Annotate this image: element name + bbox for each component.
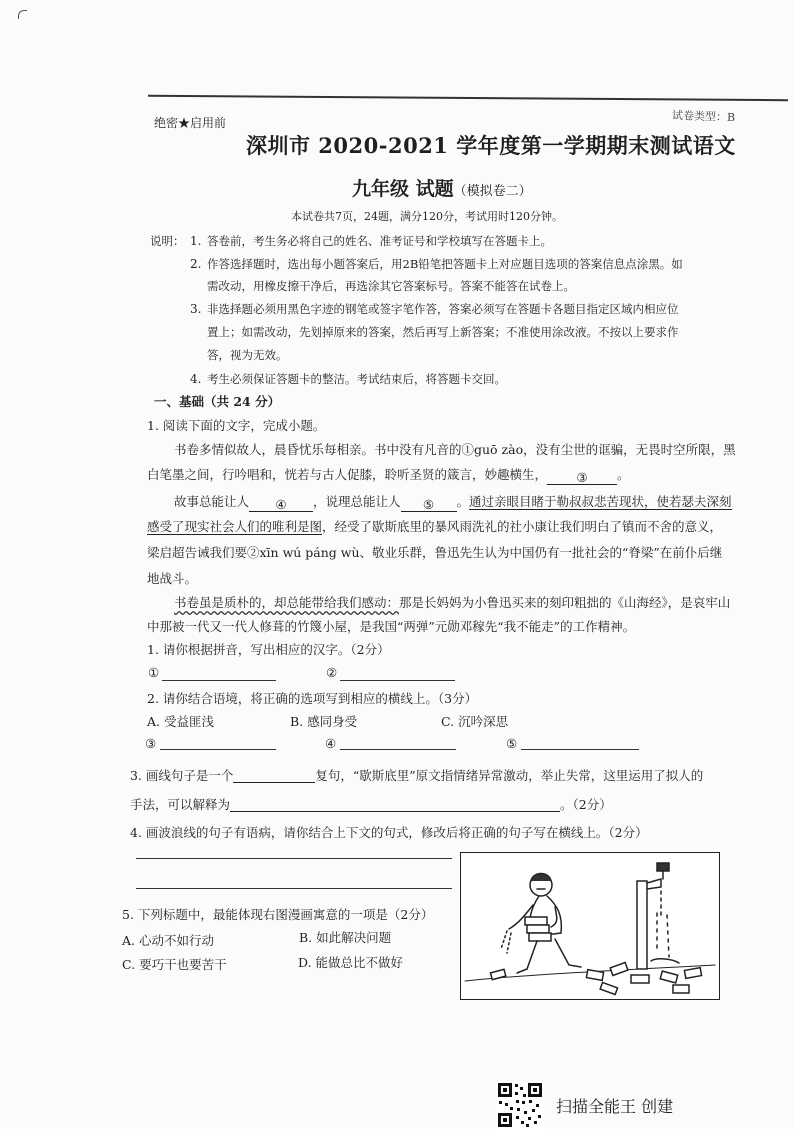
passage-p1-line-1: 书卷多情似故人，晨昏忧乐每相亲。书中没有凡音的①guō zào，没有尘世的诓骗，无畏时空所限，黑 <box>174 442 736 457</box>
subq-1: 1. 请你根据拼音，写出相应的汉字。（2分） <box>147 642 390 657</box>
passage-p3-line-1 <box>174 593 730 611</box>
p2-text-c: 。 <box>456 494 470 509</box>
note-2-line-2: 需改动，用橡皮擦干净后，再选涂其它答案标号。答案不能答在试卷上。 <box>207 279 575 293</box>
subq-3-text-a: 3. 画线句子是一个 <box>130 768 234 783</box>
subq-4-answer-line-1[interactable] <box>136 858 452 859</box>
page-subtitle <box>352 174 532 201</box>
cartoon-illustration <box>460 852 720 1000</box>
scanner-brand: 扫描全能王 创建 <box>556 1097 674 1116</box>
underlined-sentence-b: 感受了现实社会人们的唯利是图 <box>147 519 323 534</box>
header-rule <box>148 95 788 101</box>
subq-2-option-c: C. 沉吟深思 <box>441 714 509 729</box>
subq-2: 2. 请你结合语境，将正确的选项写到相应的横线上。（3分） <box>147 691 478 706</box>
blank-4[interactable] <box>249 497 313 512</box>
subtitle-main: 九年级 试题 <box>352 178 454 200</box>
notes-label: 说明： <box>150 234 185 248</box>
subq-2-answer-line-4[interactable] <box>340 749 456 750</box>
subq-2-option-b: B. 感同身受 <box>290 714 358 729</box>
subq-3-text-b: 复句，“歇斯底里”原文指情绪异常激动，举止失常，这里运用了拟人的 <box>315 768 704 783</box>
subq-3-text-d: 。（2分） <box>560 797 612 812</box>
subq-1-answer-line-2[interactable] <box>340 680 455 681</box>
p1-text: 白笔墨之间，行吟唱和，恍若与古人促膝，聆听圣贤的箴言，妙趣横生， <box>147 467 548 482</box>
section-heading: 一、基础（共 24 分） <box>154 394 281 409</box>
subq-2-label-4: ④ <box>325 736 337 751</box>
subq-1-label-2: ② <box>326 665 338 680</box>
subq-1-answer-line-1[interactable] <box>162 680 276 681</box>
note-3-line-3: 答，视为无效。 <box>207 348 288 362</box>
subq-1-label-1: ① <box>148 665 160 680</box>
p2-text-b: ，说理总能让人 <box>313 494 401 509</box>
passage-p3-line-2: 中那被一代又一代人修葺的竹篾小屋，是我国“两弹”元勋邓稼先“我不能走”的工作精神。 <box>147 619 636 634</box>
question-1-intro: 1. 阅读下面的文字，完成小题。 <box>147 418 326 433</box>
note-4-line-1: 考生必须保证答题卡的整洁。考试结束后，将答题卡交回。 <box>207 372 506 386</box>
blank-4-label: ④ <box>275 497 287 512</box>
subtitle-paren: （模拟卷二） <box>453 184 532 199</box>
p2-line-2-rest: ，经受了歇斯底里的暴风雨洗礼的社小康让我们明白了镇而不舍的意义， <box>322 519 723 534</box>
paper-type: 试卷类型：B <box>671 108 736 125</box>
note-2-num: 2. <box>190 257 202 271</box>
subq-2-option-a: A. 受益匪浅 <box>147 714 214 729</box>
blank-5-label: ⑤ <box>422 497 435 512</box>
subq-5: 5. 下列标题中，最能体现右图漫画寓意的一项是（2分） <box>122 907 434 922</box>
subq-5-option-a: A. 心动不如行动 <box>122 933 214 948</box>
note-3-num: 3. <box>190 302 202 316</box>
subq-5-option-b: B. 如此解决问题 <box>299 930 392 945</box>
passage-p2-line-4: 地战斗。 <box>147 571 198 586</box>
blank-3[interactable] <box>547 470 617 485</box>
subq-5-option-d: D. 能做总比不做好 <box>298 955 404 970</box>
passage-p2-line-1 <box>174 492 732 512</box>
note-4-num: 4. <box>190 372 202 386</box>
secret-label: 绝密★启用前 <box>154 116 227 130</box>
note-3-line-1: 非选择题必须用黑色字迹的钢笔或签字笔作答，答案必须写在答题卡各题目指定区域内相应位 <box>207 302 679 316</box>
page-title: 深圳市 2020-2021 学年度第一学期期末测试语文 <box>246 133 736 158</box>
blank-3-label: ③ <box>576 470 588 485</box>
p1-end: 。 <box>617 467 630 482</box>
subq-3-line-2 <box>130 795 612 813</box>
note-1-num: 1. <box>190 234 202 248</box>
subq-3-text-c: 手法，可以解释为 <box>130 797 231 812</box>
note-2-line-1: 作答选择题时，选出每小题答案后，用2B铅笔把答题卡上对应题目选项的答案信息点涂黑。如 <box>207 257 683 271</box>
subq-5-option-c: C. 要巧干也要苦干 <box>122 957 227 972</box>
subq-2-answer-line-5[interactable] <box>521 749 639 750</box>
subq-2-answer-line-3[interactable] <box>160 749 276 750</box>
blank-5[interactable] <box>401 497 457 512</box>
qr-code-icon <box>496 1081 544 1129</box>
subq-4-answer-line-2[interactable] <box>136 888 452 889</box>
subq-3-blank-2[interactable] <box>230 797 560 812</box>
note-3-line-2: 置上；如需改动，先划掉原来的答案，然后再写上新答案；不准使用涂改液。不按以上要求作 <box>207 325 679 339</box>
p2-text-a: 故事总能让人 <box>174 494 250 509</box>
scan-mark <box>18 10 27 19</box>
passage-p1-line-2 <box>147 465 630 485</box>
exam-info: 本试卷共7页，24题，满分120分，考试用时120分钟。 <box>291 210 563 223</box>
subq-2-label-5: ⑤ <box>506 736 518 751</box>
subq-2-label-3: ③ <box>145 736 157 751</box>
passage-p2-line-2 <box>147 517 722 535</box>
cartoon-drawing <box>461 853 719 999</box>
subq-3-blank-1[interactable] <box>233 768 315 783</box>
p3-rest: 那是长妈妈为小鲁迅买来的刻印粗拙的《山海经》，是哀牢山 <box>399 595 731 610</box>
underlined-sentence-a: 通过亲眼目睹于勒叔叔悲苦现状，使若瑟夫深刻 <box>469 494 732 509</box>
note-1-line-1: 答卷前，考生务必将自己的姓名、准考证号和学校填写在答题卡上。 <box>207 234 552 248</box>
subq-4: 4. 画波浪线的句子有语病，请你结合上下文的句式，修改后将正确的句子写在横线上。（2分） <box>130 825 648 840</box>
subq-3-line-1 <box>130 766 703 784</box>
passage-p2-line-3: 梁启超告诫我们要②xīn wú páng wù、敬业乐群，鲁迅先生认为中国仍有一批社会的“脊梁”在前仆后继 <box>147 545 723 560</box>
wavy-sentence: 书卷虽是质朴的，却总能带给我们感动： <box>174 595 400 610</box>
